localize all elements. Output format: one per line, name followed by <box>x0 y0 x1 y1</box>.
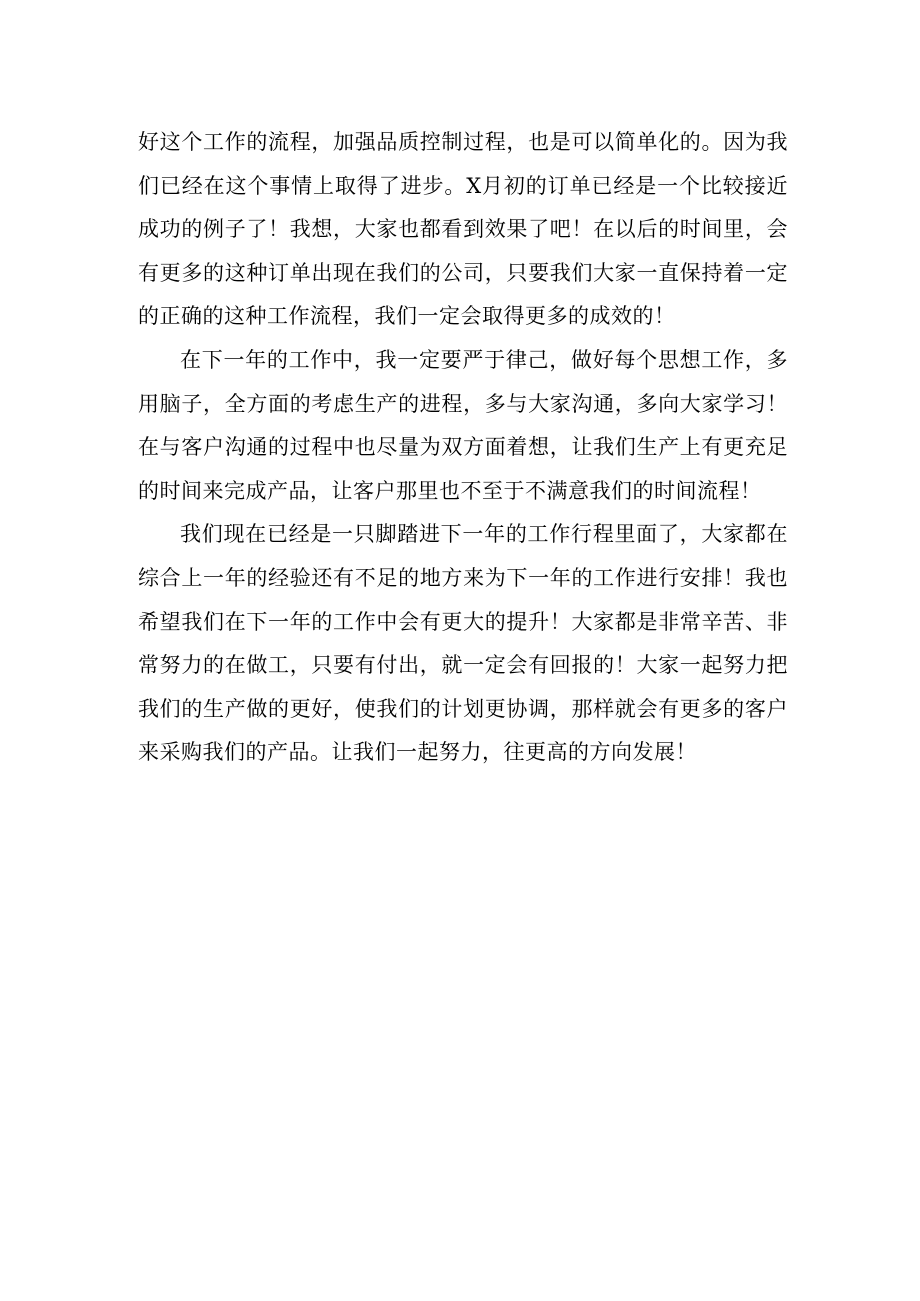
paragraph-continued: 好这个工作的流程，加强品质控制过程，也是可以简单化的。因为我们已经在这个事情上取得了进步。X月初的订单已经是一个比较接近成功的例子了！我想，大家也都看到效果了吧！在以后的时间里，会有更多的这种订单出现在我们的公司，只要我们大家一直保持着一定的正确的这种工作流程，我们一定会取得更多的成效的！ <box>138 130 788 329</box>
paragraph-next-year-work: 在下一年的工作中，我一定要严于律己，做好每个思想工作，多用脑子，全方面的考虑生产的进程，多与大家沟通，多向大家学习！在与客户沟通的过程中也尽量为双方面着想，让我们生产上有更充足的时间来完成产品，让客户那里也不至于不满意我们的时间流程！ <box>138 347 788 503</box>
paragraph-closing: 我们现在已经是一只脚踏进下一年的工作行程里面了，大家都在综合上一年的经验还有不足的地方来为下一年的工作进行安排！我也希望我们在下一年的工作中会有更大的提升！大家都是非常辛苦、非常努力的在做工，只要有付出，就一定会有回报的！大家一起努力把我们的生产做的更好，使我们的计划更协调，那样就会有更多的客户来采购我们的产品。让我们一起努力，往更高的方向发展！ <box>138 522 788 765</box>
document-body <box>138 121 788 775</box>
